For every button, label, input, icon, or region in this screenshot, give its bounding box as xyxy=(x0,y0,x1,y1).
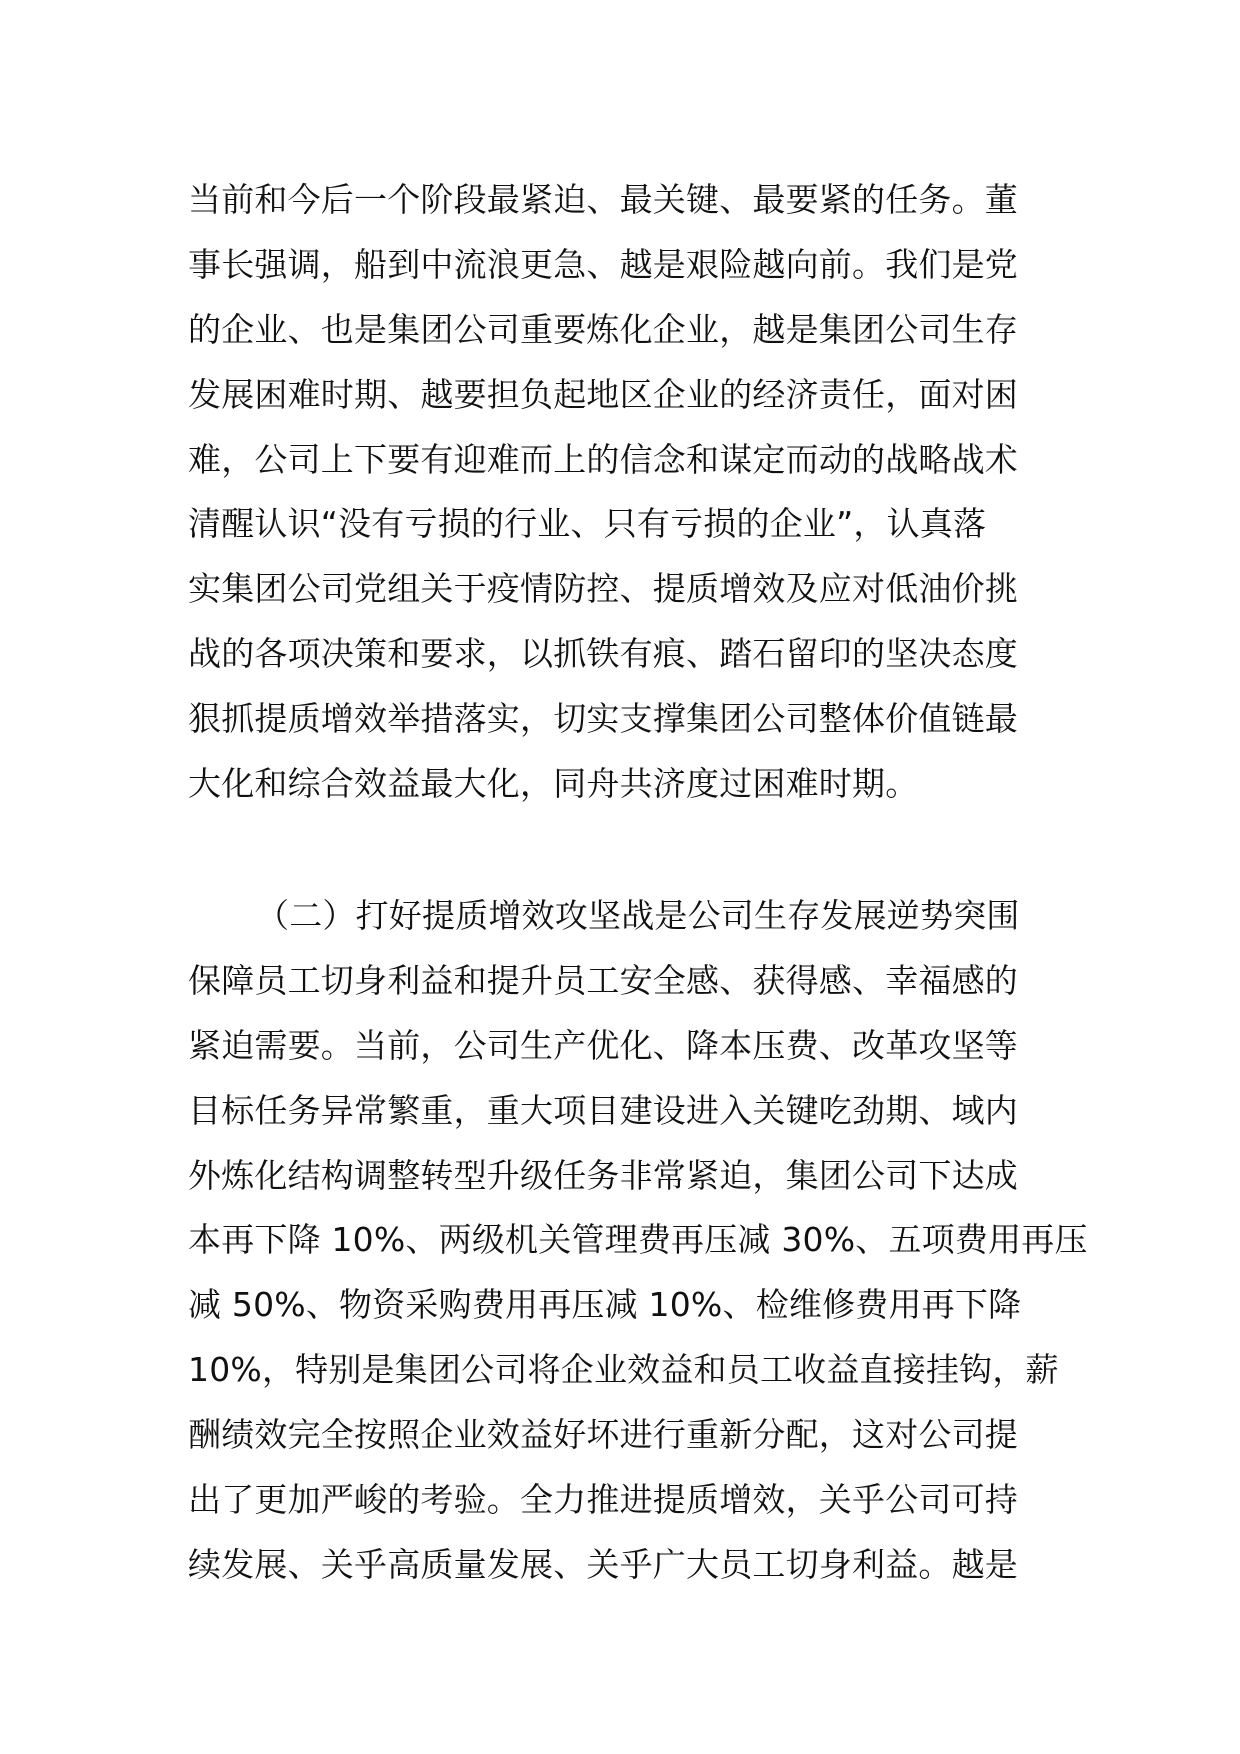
text-line: 保障员工切身利益和提升员工安全感、获得感、幸福感的 xyxy=(188,960,1018,1000)
text-line: 当前和今后一个阶段最紧迫、最关键、最要紧的任务。董 xyxy=(188,180,1018,219)
text-line: 本再下降 10%、两级机关管理费再压减 30%、五项费用再压 xyxy=(188,1220,1088,1260)
text-line: 紧迫需要。当前，公司生产优化、降本压费、改革攻坚等 xyxy=(188,1025,1018,1065)
text-line: 酬绩效完全按照企业效益好坏进行重新分配，这对公司提 xyxy=(188,1415,1018,1455)
text-line: 实集团公司党组关于疫情防控、提质增效及应对低油价挑 xyxy=(188,569,1018,609)
text-line: 减 50%、物资采购费用再压减 10%、检维修费用再下降 xyxy=(188,1285,1022,1325)
text-line-heading: （二）打好提质增效攻坚战是公司生存发展逆势突围 xyxy=(256,896,1020,935)
text-line: 清醒认识“没有亏损的行业、只有亏损的企业”，认真落 xyxy=(188,504,987,544)
text-line: 出了更加严峻的考验。全力推进提质增效，关乎公司可持 xyxy=(188,1480,1018,1520)
text-line: 的企业、也是集团公司重要炼化企业，越是集团公司生存 xyxy=(188,309,1018,349)
text-line: 续发展、关乎高质量发展、关乎广大员工切身利益。越是 xyxy=(188,1544,1018,1584)
text-line: 外炼化结构调整转型升级任务非常紧迫，集团公司下达成 xyxy=(188,1155,1018,1195)
paragraph-1 xyxy=(188,168,1058,817)
text-line: 大化和综合效益最大化，同舟共济度过困难时期。 xyxy=(188,764,919,804)
text-line: 事长强调，船到中流浪更急、越是艰险越向前。我们是党 xyxy=(188,244,1018,284)
text-line: 目标任务异常繁重，重大项目建设进入关键吃劲期、域内 xyxy=(188,1090,1018,1130)
text-line: 10%，特别是集团公司将企业效益和员工收益直接挂钩，薪 xyxy=(188,1350,1059,1390)
text-line: 战的各项决策和要求，以抓铁有痕、踏石留印的坚决态度 xyxy=(188,634,1018,674)
text-line: 难，公司上下要有迎难而上的信念和谋定而动的战略战术 xyxy=(188,439,1018,479)
text-line: 发展困难时期、越要担负起地区企业的经济责任，面对困 xyxy=(188,374,1018,414)
paragraph-2 xyxy=(188,884,1088,1598)
text-line: 狠抓提质增效举措落实，切实支撑集团公司整体价值链最 xyxy=(188,699,1018,739)
